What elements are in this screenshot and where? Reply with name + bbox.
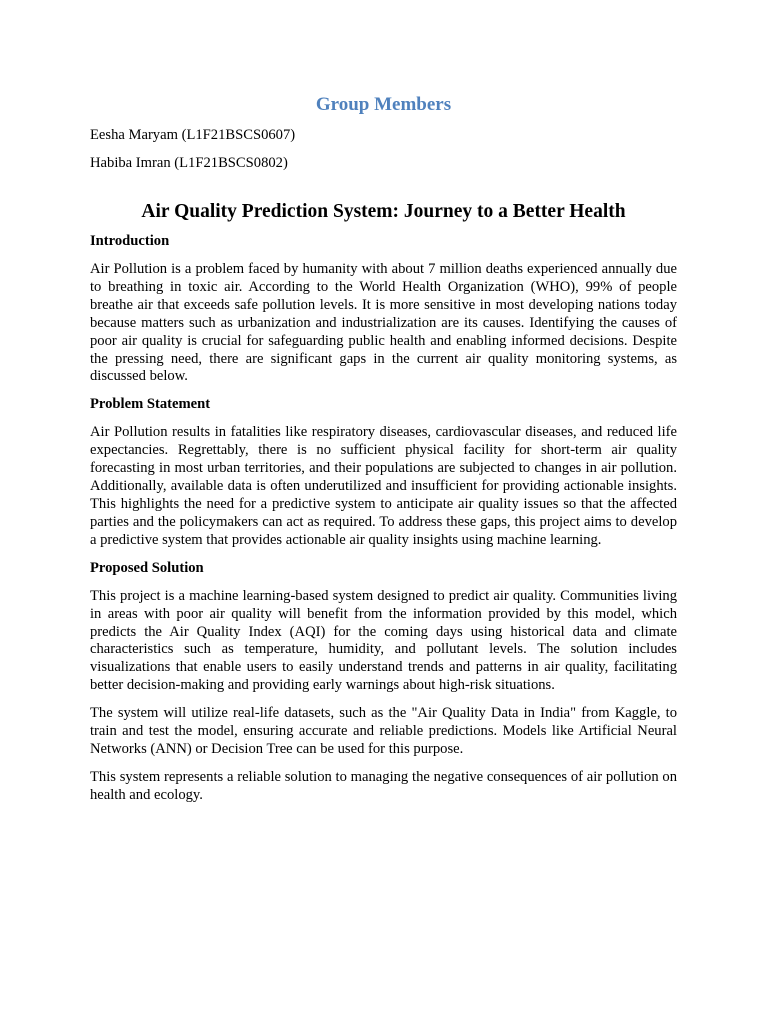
section-heading-problem-statement: Problem Statement xyxy=(90,396,211,413)
paragraph: Air Pollution is a problem faced by humanity with about 7 million deaths experienced annually due to breathing in toxic air. According to the World Health Organization (WHO), 99% of people breathe air that exceeds safe pollution levels. It is more sensitive in most developing nations today because matters such as urbanization and industrialization are its causes. Identifying the causes of poor air quality is crucial for safeguarding public health and enabling informed decisions. Despite the pressing need, there are significant gaps in the current air quality monitoring systems, as discussed below. xyxy=(90,261,677,385)
document-title: Air Quality Prediction System: Journey to a Better Health xyxy=(141,201,626,222)
member-name: Eesha Maryam (L1F21BSCS0607) xyxy=(90,127,296,143)
paragraph: Air Pollution results in fatalities like respiratory diseases, cardiovascular diseases, and reduced life expectancies. Regrettably, there is no sufficient physical facility for short-term air quality forecasting in most urban territories, and their populations are subjected to changes in air pollution. Additionally, available data is often underutilized and insufficient for providing actionable insights. This highlights the need for a predictive system to anticipate air quality issues so that the affected parties and the policymakers can act as required. To address these gaps, this project aims to develop a predictive system that provides actionable air quality insights using machine learning. xyxy=(90,424,677,548)
section-heading-introduction: Introduction xyxy=(90,233,170,249)
paragraph: This system represents a reliable solution to managing the negative consequences of air pollution on health and ecology. xyxy=(90,768,677,803)
paragraph: The system will utilize real-life datasets, such as the "Air Quality Data in India" from Kaggle, to train and test the model, ensuring accurate and reliable predictions. Models like Artificial Neural Networks (ANN) or Decision Tree can be used for this purpose. xyxy=(90,705,677,757)
paragraph: This project is a machine learning-based system designed to predict air quality. Communities living in areas with poor air quality will benefit from the information provided by this model, which predicts the Air Quality Index (AQI) for the coming days using historical data and climate characteristics such as temperature, humidity, and pollutant levels. The solution includes visualizations that enable users to easily understand trends and patterns in air quality, facilitating better decision-making and providing early warnings about high-risk situations. xyxy=(90,587,677,694)
member-name: Habiba Imran (L1F21BSCS0802) xyxy=(90,155,288,171)
section-heading-proposed-solution: Proposed Solution xyxy=(90,559,204,576)
group-members-title: Group Members xyxy=(315,94,452,115)
document-page xyxy=(90,92,677,815)
